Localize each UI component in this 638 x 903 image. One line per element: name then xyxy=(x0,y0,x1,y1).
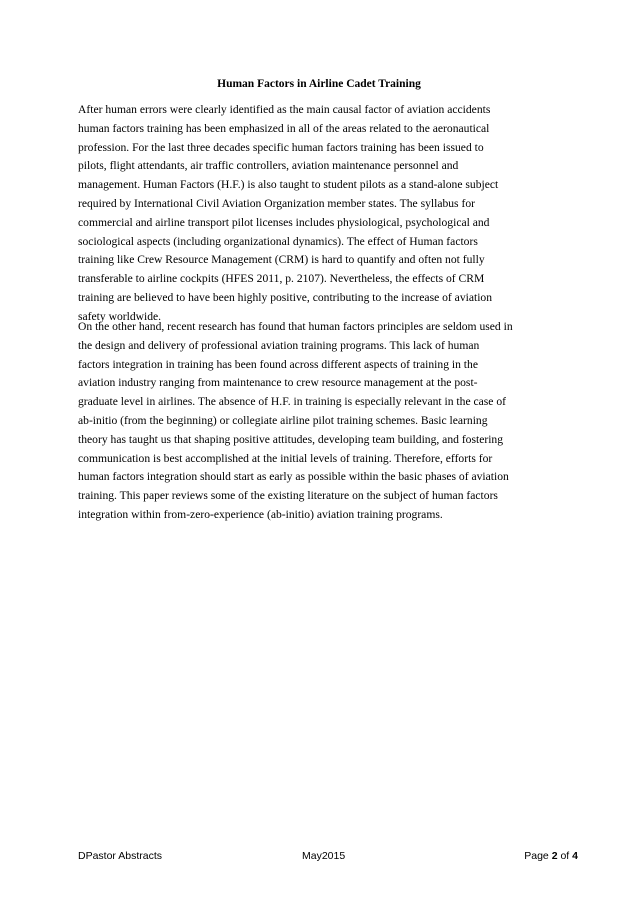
text-line: factors integration in training has been found across different aspects of training in the xyxy=(78,357,478,371)
text-line: communication is best accomplished at the initial levels of training. Therefore, efforts for xyxy=(78,451,493,465)
text-line: management. Human Factors (H.F.) is also taught to student pilots as a stand-alone subject xyxy=(78,178,499,192)
footer-page-indicator xyxy=(524,850,578,863)
text-line: safety worldwide. xyxy=(78,309,162,323)
text-line: aviation industry ranging from maintenance to crew resource management at the post- xyxy=(78,376,478,390)
text-line: theory has taught us that shaping positive attitudes, developing team building, and fostering xyxy=(78,432,504,446)
text-line: ab-initio (from the beginning) or collegiate airline pilot training schemes. Basic learning xyxy=(78,413,488,427)
text-line: human factors integration should start as early as possible within the basic phases of aviation xyxy=(78,470,509,484)
footer-of-word: of xyxy=(560,850,570,862)
text-line: commercial and airline transport pilot licenses includes physiological, psychological and xyxy=(78,215,490,229)
document-title: Human Factors in Airline Cadet Training xyxy=(217,78,421,90)
text-line: graduate level in airlines. The absence of H.F. in training is especially relevant in the case of xyxy=(78,395,506,409)
footer-page-total: 4 xyxy=(572,850,578,862)
text-line: After human errors were clearly identified as the main causal factor of aviation accidents xyxy=(78,103,491,116)
text-line: pilots, flight attendants, air traffic controllers, aviation maintenance personnel and xyxy=(78,159,459,173)
text-line: human factors training has been emphasized in all of the areas related to the aeronautical xyxy=(78,121,490,135)
text-line: sociological aspects (including organizational dynamics). The effect of Human factors xyxy=(78,234,478,248)
text-line: transferable to airline cockpits (HFES 2011, p. 2107). Nevertheless, the effects of CRM xyxy=(78,272,485,286)
footer-date: May2015 xyxy=(302,850,346,862)
text-line: integration within from-zero-experience (ab-initio) aviation training programs. xyxy=(78,507,443,521)
text-line: training like Crew Resource Management (CRM) is hard to quantify and often not fully xyxy=(78,253,485,267)
text-line: required by International Civil Aviation Organization member states. The syllabus for xyxy=(78,196,475,210)
text-line: the design and delivery of professional aviation training programs. This lack of human xyxy=(78,338,480,352)
text-line: training. This paper reviews some of the existing literature on the subject of human factors xyxy=(78,489,498,503)
footer-page-number: 2 xyxy=(551,850,558,862)
paragraph-2 xyxy=(78,318,564,525)
footer-author: DPastor Abstracts xyxy=(78,850,163,862)
text-line: training are believed to have been highly positive, contributing to the increase of aviation xyxy=(78,290,493,304)
text-line: On the other hand, recent research has found that human factors principles are seldom used in xyxy=(78,320,513,333)
paragraph-1 xyxy=(78,101,564,327)
text-line: profession. For the last three decades specific human factors training has been issued to xyxy=(78,140,484,154)
footer-page-word: Page xyxy=(524,850,549,862)
